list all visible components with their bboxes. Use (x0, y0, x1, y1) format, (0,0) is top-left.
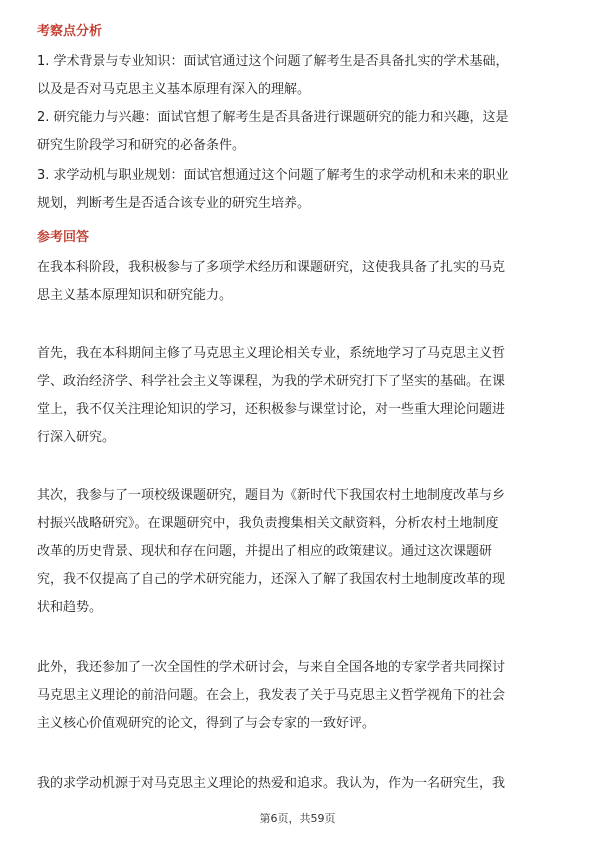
text-line: 思主义基本原理知识和研究能力。 (37, 288, 233, 303)
answer-paragraph-3 (37, 482, 559, 622)
answer-paragraph-2 (37, 340, 559, 452)
text-line: 此外，我还参加了一次全国性的学术研讨会，与来自全国各地的专家学者共同探讨 (37, 660, 506, 675)
text-line: 2. 研究能力与兴趣：面试官想了解考生是否具备进行课题研究的能力和兴趣，这是 (37, 110, 509, 125)
text-line: 学、政治经济学、科学社会主义等课程，为我的学术研究打下了坚实的基础。在课 (37, 374, 506, 389)
analysis-point-2 (37, 104, 559, 160)
text-line: 研究生阶段学习和研究的必备条件。 (37, 138, 246, 153)
text-line: 主义核心价值观研究的论文，得到了与会专家的一致好评。 (37, 716, 376, 731)
text-line: 改革的历史背景、现状和存在问题，并提出了相应的政策建议。通过这次课题研 (37, 544, 493, 559)
text-line: 村振兴战略研究》。在课题研究中，我负责搜集相关文献资料，分析农村土地制度 (37, 516, 499, 531)
answer-heading: 参考回答 (37, 230, 90, 245)
analysis-point-1 (37, 48, 559, 104)
text-line: 堂上，我不仅关注理论知识的学习，还积极参与课堂讨论，对一些重大理论问题进 (37, 402, 506, 417)
answer-paragraph-4 (37, 654, 559, 738)
text-line: 首先，我在本科期间主修了马克思主义理论相关专业，系统地学习了马克思主义哲 (37, 346, 506, 361)
text-line: 1. 学术背景与专业知识：面试官通过这个问题了解考生是否具备扎实的学术基础， (37, 54, 509, 69)
text-line: 究，我不仅提高了自己的学术研究能力，还深入了解了我国农村土地制度改革的现 (37, 572, 506, 587)
answer-paragraph-5 (37, 770, 559, 798)
text-line: 规划，判断考生是否适合该专业的研究生培养。 (37, 196, 311, 211)
text-line: 其次，我参与了一项校级课题研究，题目为《新时代下我国农村土地制度改革与乡 (37, 488, 506, 503)
text-line: 状和趋势。 (37, 600, 103, 615)
answer-paragraph-1 (37, 254, 559, 310)
text-line: 以及是否对马克思主义基本原理有深入的理解。 (37, 82, 311, 97)
page-number: 第6页，共59页 (259, 812, 336, 825)
analysis-point-3 (37, 162, 559, 218)
text-line: 我的求学动机源于对马克思主义理论的热爱和追求。我认为，作为一名研究生，我 (37, 776, 506, 791)
text-line: 行深入研究。 (37, 430, 116, 445)
text-line: 马克思主义理论的前沿问题。在会上，我发表了关于马克思主义哲学视角下的社会 (37, 688, 506, 703)
text-line: 在我本科阶段，我积极参与了多项学术经历和课题研究，这使我具备了扎实的马克 (37, 260, 506, 275)
text-line: 3. 求学动机与职业规划：面试官想通过这个问题了解考生的求学动机和未来的职业 (37, 168, 509, 183)
analysis-heading: 考察点分析 (37, 24, 103, 39)
